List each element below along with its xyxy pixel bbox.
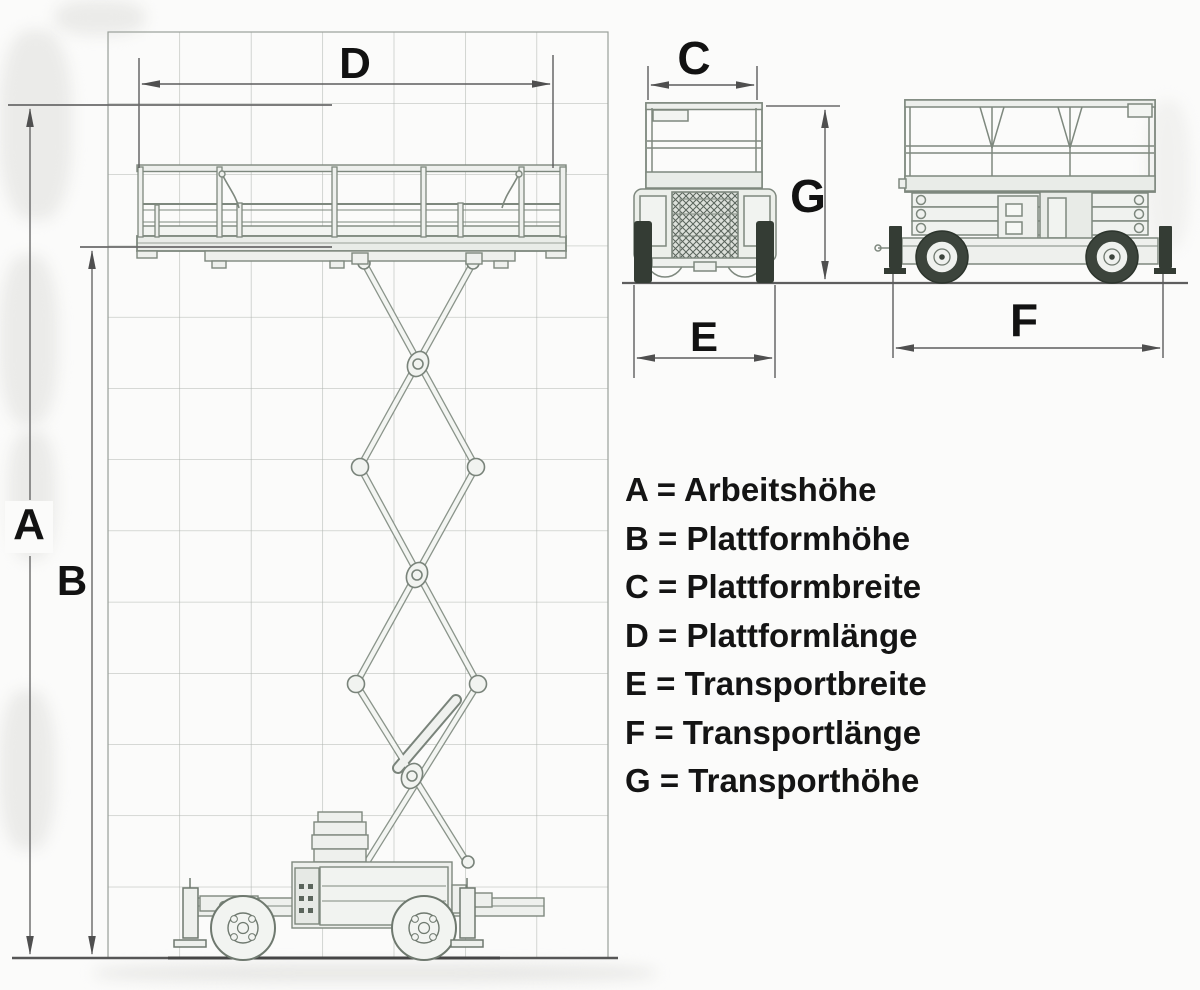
dim-label-b: B: [56, 557, 88, 604]
wheel-main-left: [211, 896, 275, 960]
wheel-main-right: [392, 896, 456, 960]
legend-item-b: B = Plattformhöhe: [625, 519, 911, 557]
legend: [625, 466, 1045, 806]
legend-item-a: A = Arbeitshöhe: [625, 471, 877, 508]
dim-label-a: A: [13, 500, 45, 549]
front-view-machine: [634, 103, 776, 277]
dim-label-d: D: [339, 39, 371, 88]
main-view: [5, 32, 618, 960]
side-view: [875, 100, 1176, 358]
legend-item-g: G = Transporthöhe: [625, 762, 920, 799]
side-wheel-right: [1086, 231, 1138, 283]
legend-item-c: C = Plattformbreite: [625, 568, 922, 605]
legend-item-d: D = Plattformlänge: [625, 616, 918, 654]
front-wheel-right: [756, 221, 774, 283]
side-wheel-left: [916, 231, 968, 283]
dim-label-e: E: [689, 313, 719, 360]
front-wheel-left: [634, 221, 652, 283]
dim-label-f: F: [1009, 294, 1039, 346]
legend-item-e: E = Transportbreite: [625, 665, 927, 702]
dim-label-c: C: [677, 32, 711, 84]
legend-item-f: F = Transportlänge: [625, 713, 922, 751]
dim-label-g: G: [790, 170, 826, 222]
